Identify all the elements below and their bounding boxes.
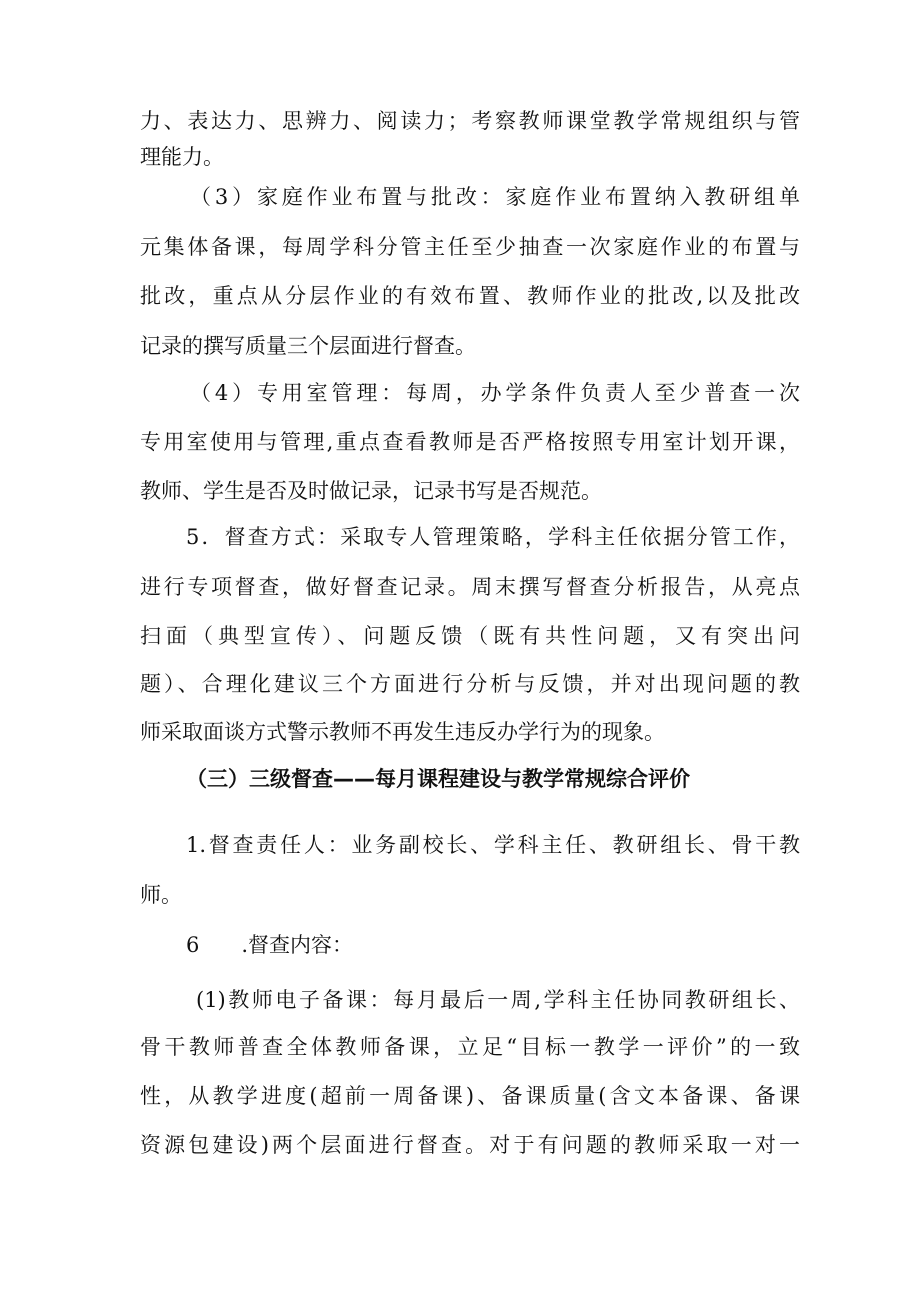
section-heading: （三）三级督查——每月课程建设与教学常规综合评价 bbox=[186, 767, 690, 791]
paragraph-line: 元集体备课，每周学科分管主任至少抽查一次家庭作业的布置与 bbox=[140, 235, 800, 259]
paragraph-line: 专用室使用与管理,重点查看教师是否严格按照专用室计划开课， bbox=[140, 430, 800, 454]
paragraph-line: 教师、学生是否及时做记录，记录书写是否规范。 bbox=[140, 479, 602, 503]
paragraph-line: 师采取面谈方式警示教师不再发生违反办学行为的现象。 bbox=[140, 720, 665, 744]
paragraph-line: 骨干教师普查全体教师备课，立足“目标一教学一评价”的一致 bbox=[140, 1035, 800, 1059]
paragraph-line: 6 .督查内容： bbox=[186, 933, 354, 957]
paragraph-line: 进行专项督查，做好督查记录。周末撰写督查分析报告，从亮点 bbox=[140, 575, 800, 599]
paragraph-line: 题）、合理化建议三个方面进行分析与反馈，并对出现问题的教 bbox=[140, 672, 800, 696]
paragraph-line: 力、表达力、思辨力、阅读力；考察教师课堂教学常规组织与管 bbox=[140, 109, 800, 133]
paragraph-line: (1)教师电子备课：每月最后一周,学科主任协同教研组长、 bbox=[196, 988, 800, 1012]
paragraph-line: 扫面（典型宣传）、问题反馈（既有共性问题，又有突出问 bbox=[140, 624, 800, 648]
paragraph-line: （3）家庭作业布置与批改：家庭作业布置纳入教研组单 bbox=[190, 185, 800, 209]
paragraph-line: 1.督查责任人：业务副校长、学科主任、教研组长、骨干教 bbox=[186, 833, 800, 857]
paragraph-line: 性，从教学进度(超前一周备课)、备课质量(含文本备课、备课 bbox=[140, 1084, 800, 1108]
paragraph-line: 资源包建设)两个层面进行督查。对于有问题的教师采取一对一 bbox=[140, 1133, 800, 1157]
paragraph-line: 5．督查方式：采取专人管理策略，学科主任依据分管工作， bbox=[186, 525, 800, 549]
paragraph-line: （4）专用室管理：每周，办学条件负责人至少普查一次 bbox=[190, 381, 800, 405]
paragraph-line: 记录的撰写质量三个层面进行督查。 bbox=[140, 334, 476, 358]
paragraph-line: 师。 bbox=[140, 883, 182, 907]
paragraph-line: 批改，重点从分层作业的有效布置、教师作业的批改,以及批改 bbox=[140, 284, 800, 308]
paragraph-line: 理能力。 bbox=[140, 145, 224, 169]
